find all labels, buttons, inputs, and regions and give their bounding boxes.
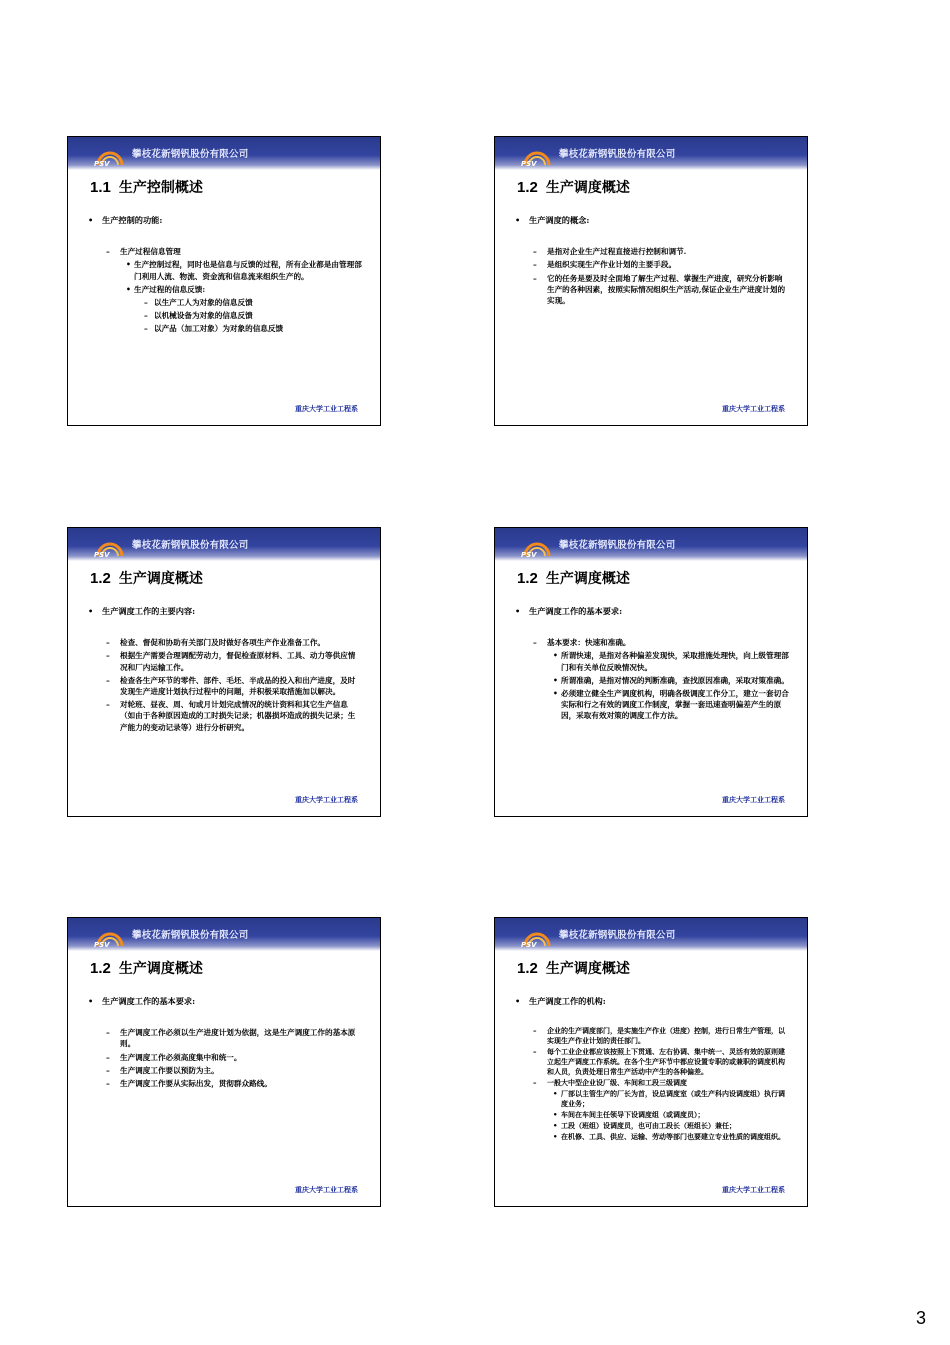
slide-footer: 重庆大学工业工程系 [722,796,785,804]
company-name: 攀枝花新钢钒股份有限公司 [132,149,249,160]
logo-text: PSV [521,941,537,948]
slide-5 [67,917,381,1207]
slide-title [90,958,203,978]
slide-section-number: 1.1 [90,179,111,196]
bullet-item: – 一般大中型企业设厂级、车间和工段三级调度 [515,1078,789,1088]
bullet-item: • 工段（班组）设调度员，也可由工段长（班组长）兼任； [515,1121,789,1131]
slide-section-number: 1.2 [90,570,111,587]
logo-text: PSV [521,551,537,558]
page-number: 3 [916,1308,927,1328]
bullet-item: – 生产过程信息管理 [88,246,362,257]
bullet-item: • 厂部以主管生产的厂长为首，设总调度室（或生产科内设调度组）执行调度业务； [515,1089,789,1109]
slide-footer: 重庆大学工业工程系 [722,1186,785,1194]
bullet-item: • 生产调度工作的基本要求: [515,606,789,617]
slide-content [88,996,362,1091]
slide-header [495,918,807,951]
company-name: 攀枝花新钢钒股份有限公司 [559,930,676,941]
slide-section-number: 1.2 [517,570,538,587]
bullet-item: • 车间在车间主任领导下设调度组（或调度员）； [515,1110,789,1120]
bullet-item: • 生产控制过程，同时也是信息与反馈的过程，所有企业都是由管理部门利用人流、物流、资金流和信息流来组织生产的。 [88,259,362,281]
slide-title [90,177,203,197]
bullet-item: • 必须建立健全生产调度机构，明确各级调度工作分工，建立一套切合实际和行之有效的调度工作制度，掌握一套迅速查明偏差产生的原因，采取有效对策的调度工作方法。 [515,688,789,722]
company-logo [92,926,126,948]
slide-content [88,215,362,337]
bullet-item: – 生产调度工作必须高度集中和统一。 [88,1052,362,1063]
slide-2 [494,136,808,426]
bullet-item: – 生产调度工作必须以生产进度计划为依据，这是生产调度工作的基本原则。 [88,1027,362,1049]
company-name: 攀枝花新钢钒股份有限公司 [132,540,249,551]
bullet-item: • 生产调度工作的机构: [515,996,789,1006]
bullet-item: – 以机械设备为对象的信息反馈 [88,310,362,321]
bullet-item: – 以产品（加工对象）为对象的信息反馈 [88,323,362,334]
logo-text: PSV [94,160,110,167]
slide-title [517,568,630,588]
slide-4 [494,527,808,817]
bullet-item: • 生产控制的功能: [88,215,362,226]
slide-footer: 重庆大学工业工程系 [722,405,785,413]
slide-title-text: 生产调度概述 [545,571,630,587]
company-logo [92,145,126,167]
company-logo [92,536,126,558]
slide-header [495,137,807,170]
bullet-item: – 对轮班、昼夜、周、旬或月计划完成情况的统计资料和其它生产信息（如由于各种原因造成的工时损失记录；机器损坏造成的损失记录；生产能力的变动记录等）进行分析研究。 [88,699,362,733]
slide-6 [494,917,808,1207]
slide-content [515,606,789,724]
bullet-item: • 生产调度的概念: [515,215,789,226]
bullet-item: – 是指对企业生产过程直接进行控制和调节. [515,246,789,257]
bullet-item: • 所谓快速，是指对各种偏差发现快，采取措施处理快，向上级管理部门和有关单位反映情况快。 [515,650,789,672]
bullet-item: – 它的任务是要及时全面地了解生产过程、掌握生产进度，研究分析影响生产的各种因素，按照实际情况组织生产活动,保证企业生产进度计划的实现。 [515,273,789,307]
bullet-item: – 企业的生产调度部门，是实施生产作业（进度）控制，进行日常生产管理，以实现生产作业计划的责任部门。 [515,1026,789,1046]
slide-content [88,606,362,735]
bullet-item: – 每个工业企业都应该按照上下贯通、左右协调、集中统一、灵活有效的原则建立起生产调度工作系统。在各个生产环节中都应设置专职的或兼职的调度机构和人员，负责处理日常生产活动中产生的各种偏差。 [515,1047,789,1077]
company-name: 攀枝花新钢钒股份有限公司 [559,540,676,551]
slide-title-text: 生产控制概述 [118,180,203,196]
bullet-item: – 以生产工人为对象的信息反馈 [88,297,362,308]
slide-content [515,996,789,1143]
slide-title-text: 生产调度概述 [118,961,203,977]
slide-footer: 重庆大学工业工程系 [295,405,358,413]
slide-header [68,137,380,170]
company-logo [519,536,553,558]
slide-title-text: 生产调度概述 [118,571,203,587]
slide-header [495,528,807,561]
slide-section-number: 1.2 [517,960,538,977]
slide-title-text: 生产调度概述 [545,961,630,977]
logo-text: PSV [94,941,110,948]
slide-content [515,215,789,308]
logo-text: PSV [94,551,110,558]
bullet-item: • 生产调度工作的主要内容: [88,606,362,617]
bullet-item: • 在机修、工具、供应、运输、劳动等部门也要建立专业性质的调度组织。 [515,1132,789,1142]
bullet-item: – 生产调度工作要从实际出发，贯彻群众路线。 [88,1078,362,1089]
slide-section-number: 1.2 [90,960,111,977]
bullet-item: – 是组织实现生产作业计划的主要手段。 [515,259,789,270]
slide-section-number: 1.2 [517,179,538,196]
bullet-item: • 生产调度工作的基本要求: [88,996,362,1007]
company-logo [519,926,553,948]
slide-1 [67,136,381,426]
company-logo [519,145,553,167]
slide-3 [67,527,381,817]
slide-header [68,528,380,561]
bullet-item: • 所谓准确，是指对情况的判断准确，查找原因准确，采取对策准确。 [515,675,789,686]
slide-footer: 重庆大学工业工程系 [295,1186,358,1194]
bullet-item: – 生产调度工作要以预防为主。 [88,1065,362,1076]
slide-title [90,568,203,588]
bullet-item: – 根据生产需要合理调配劳动力，督促检查原材料、工具、动力等供应情况和厂内运输工作。 [88,650,362,672]
bullet-item: • 生产过程的信息反馈: [88,284,362,295]
slide-title-text: 生产调度概述 [545,180,630,196]
logo-text: PSV [521,160,537,167]
slide-header [68,918,380,951]
slide-title [517,177,630,197]
company-name: 攀枝花新钢钒股份有限公司 [132,930,249,941]
bullet-item: – 检查、督促和协助有关部门及时做好各项生产作业准备工作。 [88,637,362,648]
bullet-item: – 基本要求：快速和准确。 [515,637,789,648]
slide-footer: 重庆大学工业工程系 [295,796,358,804]
slide-title [517,958,630,978]
company-name: 攀枝花新钢钒股份有限公司 [559,149,676,160]
bullet-item: – 检查各生产环节的零件、部件、毛坯、半成品的投入和出产进度，及时发现生产进度计划执行过程中的问题，并积极采取措施加以解决。 [88,675,362,697]
